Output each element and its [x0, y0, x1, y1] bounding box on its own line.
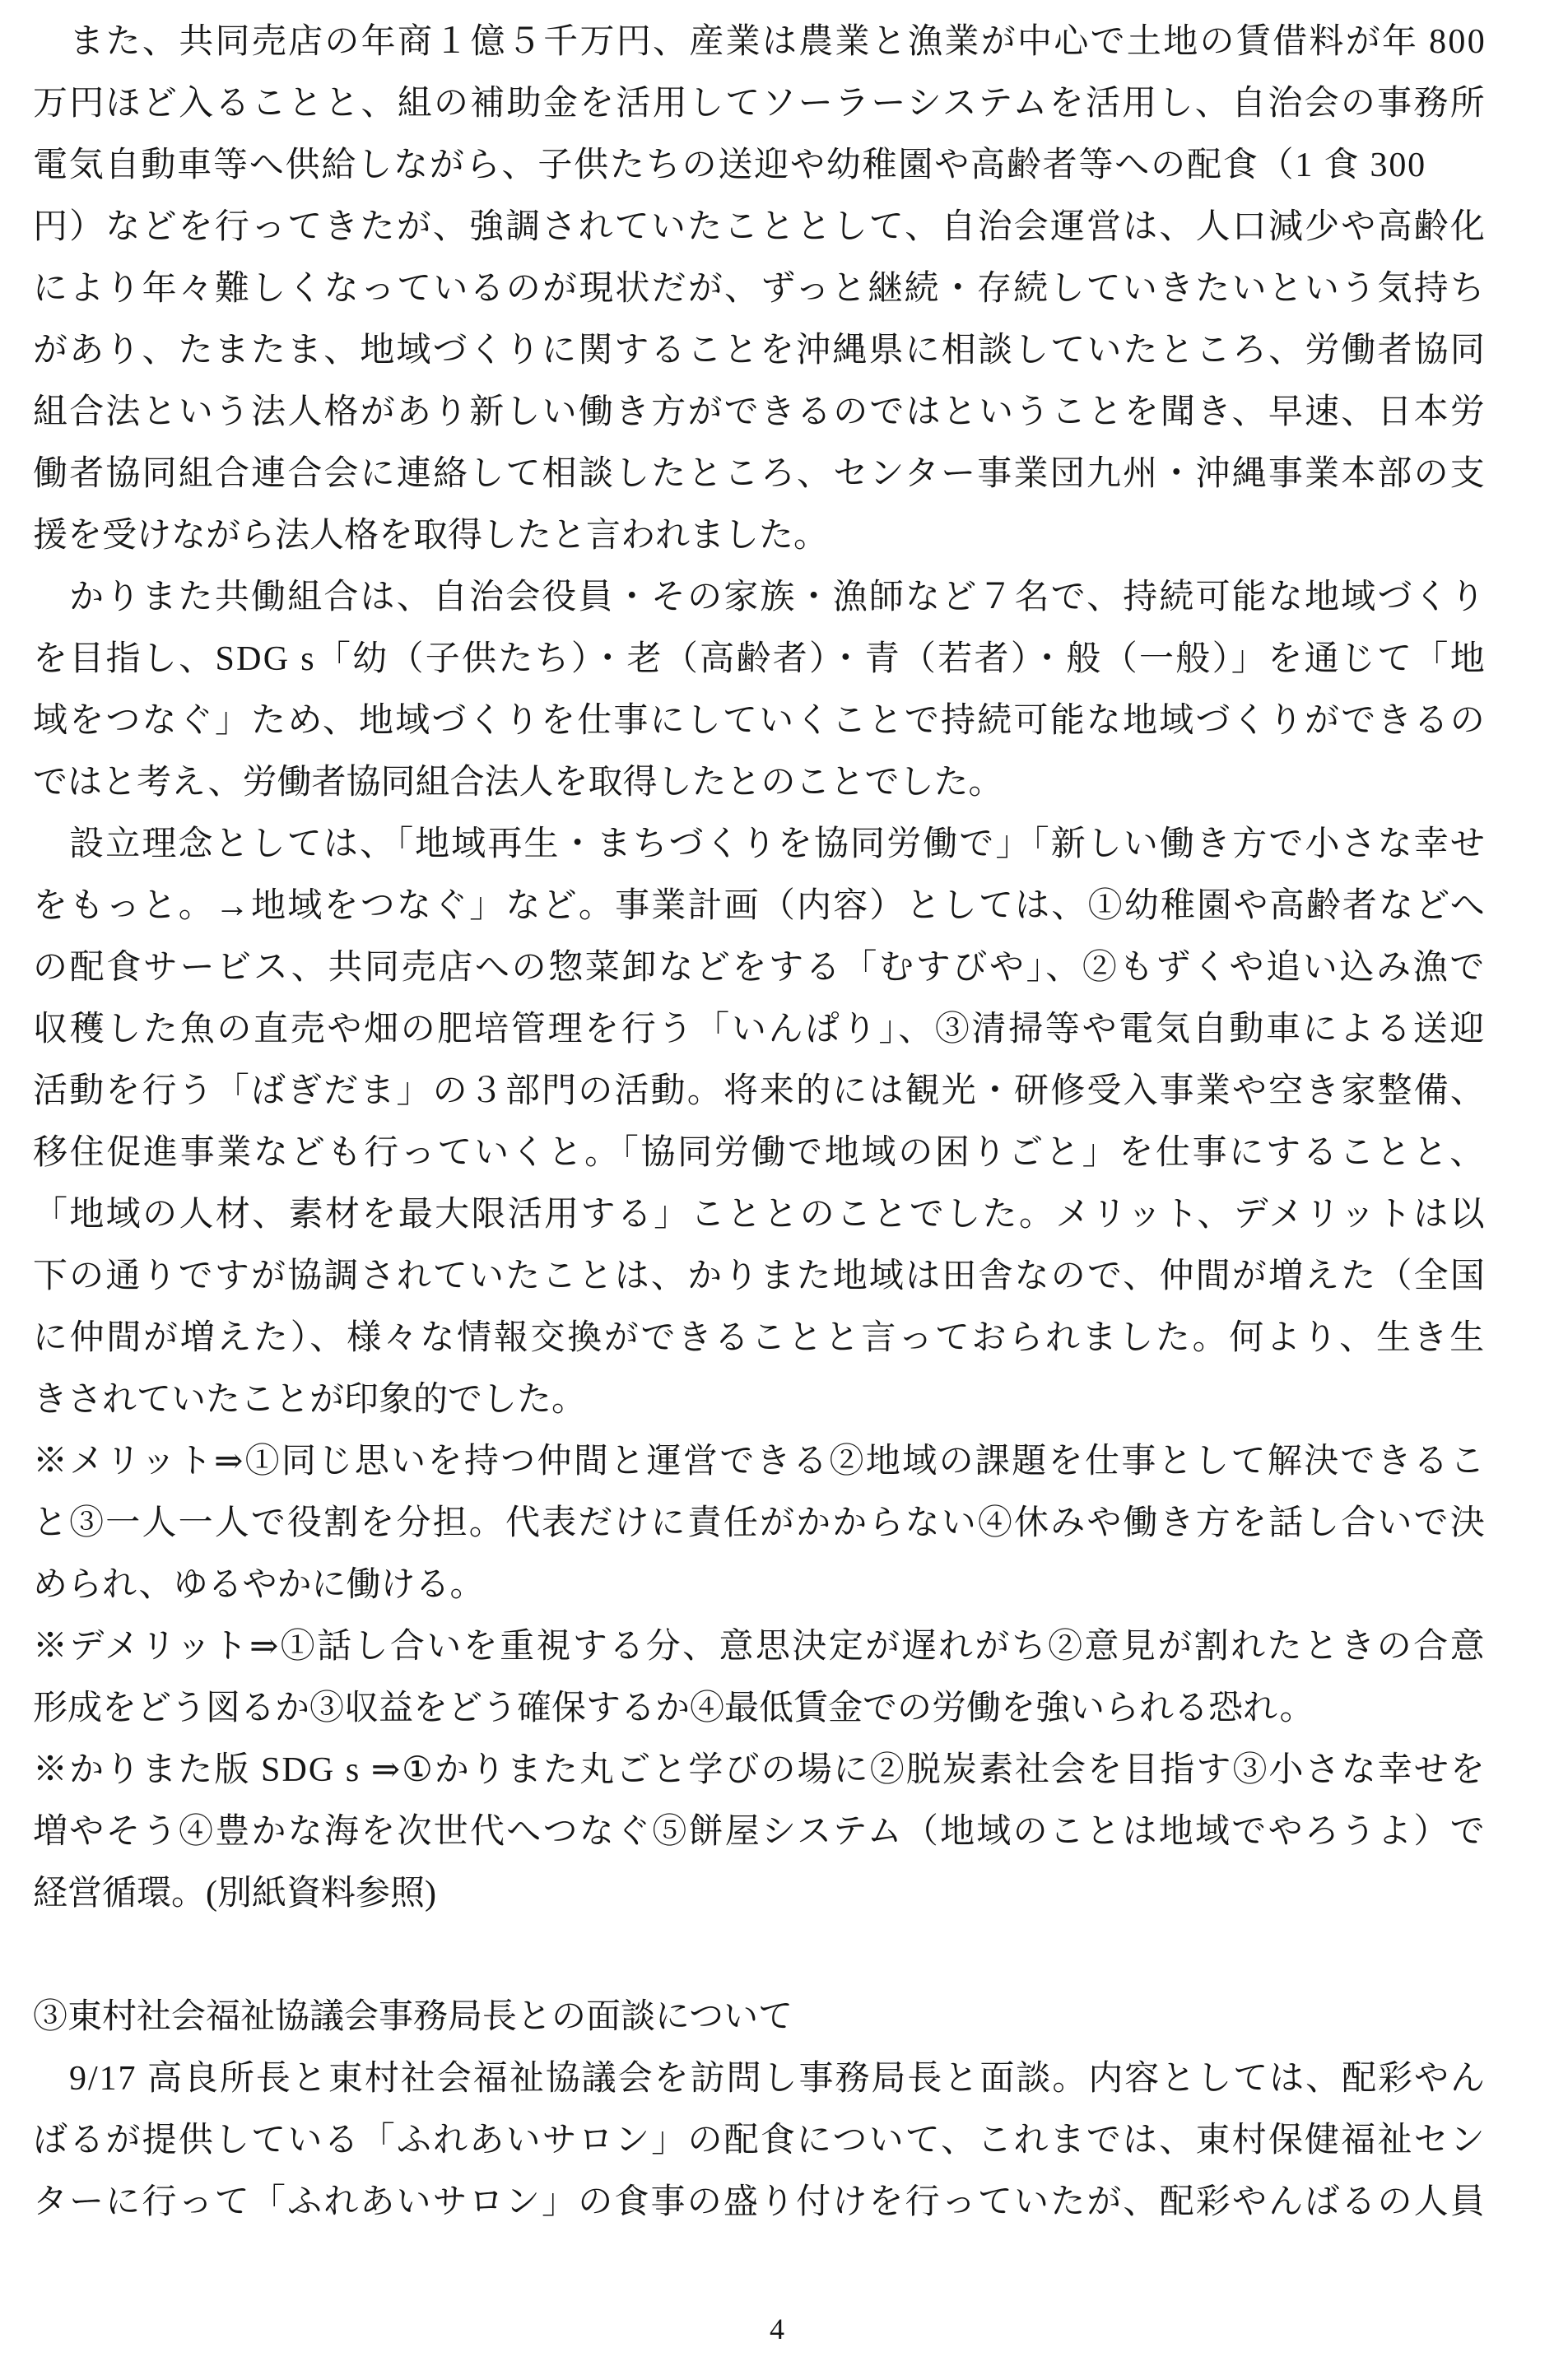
section-heading: ③東村社会福祉協議会事務局長との面談について	[33, 1998, 793, 2036]
text-line: 組合法という法人格があり新しい働き方ができるのではということを聞き、早速、日本労	[33, 393, 1487, 431]
text-line: かりまた共働組合は、自治会役員・その家族・漁師など７名で、持続可能な地域づくり	[33, 579, 1487, 616]
text-line: 円）などを行ってきたが、強調されていたこととして、自治会運営は、人口減少や高齢化	[33, 208, 1487, 246]
text-line: 域をつなぐ」ため、地域づくりを仕事にしていくことで持続可能な地域づくりができるの	[33, 702, 1487, 740]
text-line: められ、ゆるやかに働ける。	[33, 1566, 485, 1604]
text-line: 万円ほど入ることと、組の補助金を活用してソーラーシステムを活用し、自治会の事務所	[33, 85, 1487, 123]
document-body	[33, 12, 1487, 2234]
text-line: をもっと。→地域をつなぐ」など。事業計画（内容）としては、①幼稚園や高齢者などへ	[33, 887, 1487, 925]
demerits-note	[33, 1616, 1487, 1740]
text-line: ※メリット⇒①同じ思いを持つ仲間と運営できる②地域の課題を仕事として解決できるこ	[33, 1443, 1487, 1481]
text-line: 収穫した魚の直売や畑の肥培管理を行う「いんぱり」、③清掃等や電気自動車による送迎	[33, 1011, 1487, 1048]
text-line: を目指し、SDG s「幼（子供たち）・老（高齢者）・青（若者）・般（一般）」を通じて「地	[33, 640, 1487, 678]
paragraph-cooperative-background	[33, 12, 1487, 567]
text-line: 増やそう④豊かな海を次世代へつなぐ⑤餅屋システム（地域のことは地域でやろうよ）で	[33, 1813, 1487, 1851]
text-line: により年々難しくなっているのが現状だが、ずっと継続・存続していきたいという気持ち	[33, 270, 1487, 308]
text-line: 「地域の人材、素材を最大限活用する」こととのことでした。メリット、デメリットは以	[33, 1196, 1487, 1234]
text-line: 設立理念としては、「地域再生・まちづくりを協同労働で」「新しい働き方で小さな幸せ	[33, 825, 1487, 863]
text-line: きされていたことが印象的でした。	[33, 1381, 587, 1419]
text-line: 電気自動車等へ供給しながら、子供たちの送迎や幼稚園や高齢者等への配食（1 食 300	[33, 146, 1426, 184]
text-line: 活動を行う「ばぎだま」の３部門の活動。将来的には観光・研修受入事業や空き家整備、	[33, 1072, 1487, 1110]
page-number: 4	[770, 2313, 784, 2345]
text-line: ターに行って「ふれあいサロン」の食事の盛り付けを行っていたが、配彩やんばるの人員	[33, 2183, 1487, 2221]
text-line: 経営循環。(別紙資料参照)	[33, 1875, 436, 1913]
text-line: また、共同売店の年商１億５千万円、産業は農業と漁業が中心で土地の賃借料が年 800	[33, 23, 1487, 61]
text-line: 下の通りですが協調されていたことは、かりまた地域は田舎なので、仲間が増えた（全国	[33, 1257, 1487, 1295]
paragraph-founding-philosophy	[33, 814, 1487, 1431]
text-line: 移住促進事業なども行っていくと。「協同労働で地域の困りごと」を仕事にすることと、	[33, 1134, 1487, 1172]
text-line: ※かりまた版 SDG s ⇒①かりまた丸ごと学びの場に②脱炭素社会を目指す③小さな幸せを	[33, 1751, 1487, 1789]
merits-note	[33, 1431, 1487, 1616]
text-line: の配食サービス、共同売店への惣菜卸などをする「むすびや」、②もずくや追い込み漁で	[33, 949, 1487, 987]
text-line: ではと考え、労働者協同組合法人を取得したとのことでした。	[33, 764, 1003, 802]
paragraph-cooperative-members	[33, 567, 1487, 814]
text-line: があり、たまたま、地域づくりに関することを沖縄県に相談していたところ、労働者協同	[33, 332, 1487, 370]
text-line: 援を受けながら法人格を取得したと言われました。	[33, 517, 829, 555]
blank-line	[33, 1925, 1487, 1987]
text-line: ばるが提供している「ふれあいサロン」の配食について、これまでは、東村保健福祉セン	[33, 2122, 1487, 2159]
text-line: に仲間が増えた）、様々な情報交換ができることと言っておられました。何より、生き生	[33, 1319, 1487, 1357]
text-line: 形成をどう図るか③収益をどう確保するか④最低賃金での労働を強いられる恐れ。	[33, 1690, 1314, 1727]
text-line: 働者協同組合連合会に連絡して相談したところ、センター事業団九州・沖縄事業本部の支	[33, 455, 1487, 493]
sdgs-note	[33, 1740, 1487, 1925]
text-line: ※デメリット⇒①話し合いを重視する分、意思決定が遅れがち②意見が割れたときの合意	[33, 1628, 1487, 1666]
text-line: 9/17 高良所長と東村社会福祉協議会を訪問し事務局長と面談。内容としては、配彩やん	[33, 2060, 1487, 2098]
section-3	[33, 1987, 1487, 2234]
text-line: と③一人一人で役割を分担。代表だけに責任がかからない④休みや働き方を話し合いで決	[33, 1504, 1487, 1542]
